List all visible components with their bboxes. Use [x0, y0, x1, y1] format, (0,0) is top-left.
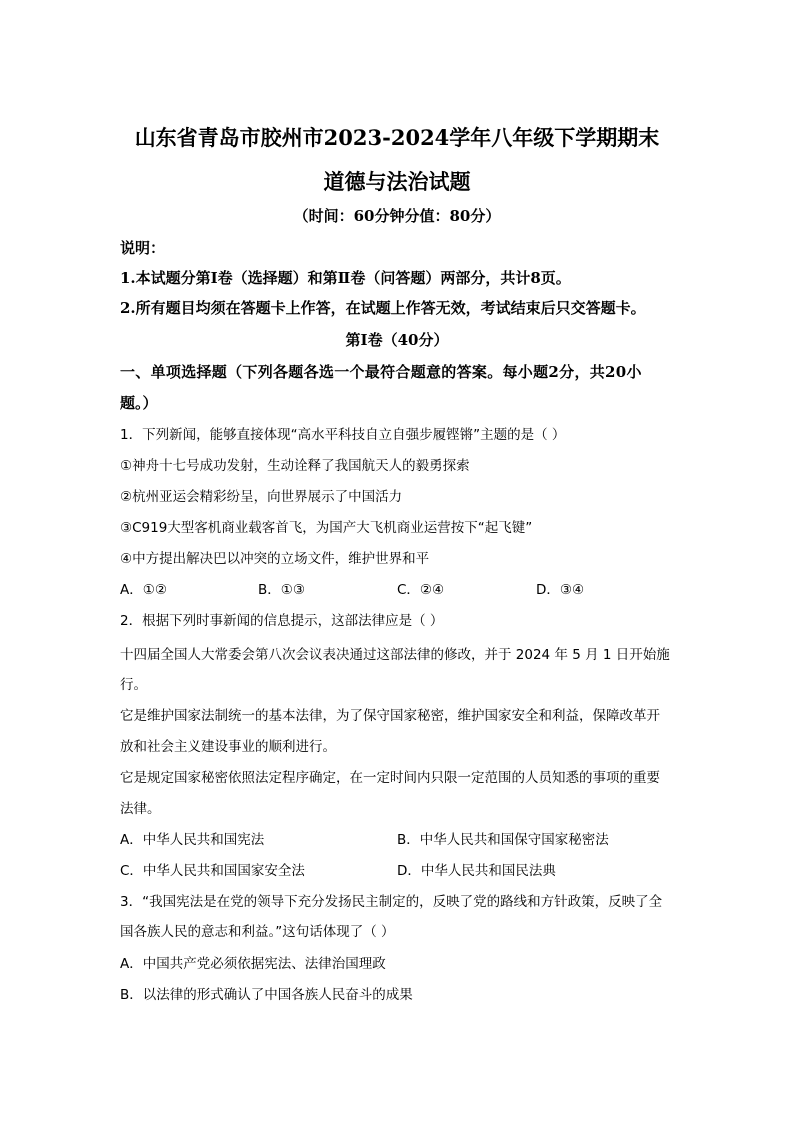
q2-paragraph-3-line1: 它是规定国家秘密依照法定程序确定，在一定时间内只限一定范围的人员知悉的事项的重要 — [120, 770, 660, 786]
q2-option-c: C．中华人民共和国国家安全法 — [120, 863, 305, 879]
q3-stem-line1: 3．“我国宪法是在党的领导下充分发扬民主制定的，反映了党的路线和方针政策，反映了全 — [120, 894, 663, 910]
exam-title: 山东省青岛市胶州市2023-2024学年八年级下学期期末 — [134, 125, 660, 150]
q2-paragraph-1-line1: 十四届全国人大常委会第八次会议表决通过这部法律的修改，并于 2024 年 5 月 1 日开始施 — [120, 647, 670, 663]
instructions-heading: 说明： — [120, 239, 166, 257]
q1-option-c: C．②④ — [397, 582, 445, 598]
q2-stem: 2．根据下列时事新闻的信息提示，这部法律应是（ ） — [120, 613, 444, 629]
q1-stem: 1．下列新闻，能够直接体现“高水平科技自立自强步履铿锵”主题的是（ ） — [120, 427, 566, 443]
q1-item-2: ②杭州亚运会精彩纷呈，向世界展示了中国活力 — [120, 489, 403, 505]
instruction-item-2: 2.所有题目均须在答题卡上作答，在试题上作答无效，考试结束后只交答题卡。 — [120, 299, 646, 317]
part1-heading: 第Ⅰ卷（40分） — [345, 331, 449, 349]
q2-option-d: D．中华人民共和国民法典 — [397, 863, 556, 879]
q2-paragraph-2-line1: 它是维护国家法制统一的基本法律，为了保守国家秘密，维护国家安全和利益，保障改革开 — [120, 708, 660, 724]
q1-item-4: ④中方提出解决巴以冲突的立场文件，维护世界和平 — [120, 551, 430, 567]
q2-paragraph-3-line2: 法律。 — [120, 801, 161, 817]
section-heading-line2: 题。） — [120, 394, 158, 412]
q2-option-a: A．中华人民共和国宪法 — [120, 832, 265, 848]
time-score-info: （时间：60分钟分值：80分） — [293, 207, 501, 225]
q3-option-b: B．以法律的形式确认了中国各族人民奋斗的成果 — [120, 987, 413, 1003]
q2-paragraph-2-line2: 放和社会主义建设事业的顺利进行。 — [120, 739, 336, 755]
q1-option-d: D．③④ — [536, 582, 585, 598]
q1-item-3: ③C919大型客机商业载客首飞，为国产大飞机商业运营按下“起飞键” — [120, 520, 533, 536]
q3-option-a: A．中国共产党必须依据宪法、法律治国理政 — [120, 956, 386, 972]
q1-option-a: A．①② — [120, 582, 167, 598]
exam-subject: 道德与法治试题 — [323, 169, 471, 194]
q1-option-b: B．①③ — [258, 582, 305, 598]
q2-option-b: B．中华人民共和国保守国家秘密法 — [397, 832, 609, 848]
section-heading-line1: 一、单项选择题（下列各题各选一个最符合题意的答案。每小题2分，共20小 — [120, 363, 642, 381]
q3-stem-line2: 国各族人民的意志和利益。”这句话体现了（ ） — [120, 924, 395, 940]
q2-paragraph-1-line2: 行。 — [120, 677, 147, 693]
q1-item-1: ①神舟十七号成功发射，生动诠释了我国航天人的毅勇探索 — [120, 458, 470, 474]
instruction-item-1: 1.本试题分第Ⅰ卷（选择题）和第Ⅱ卷（问答题）两部分，共计8页。 — [120, 269, 571, 287]
